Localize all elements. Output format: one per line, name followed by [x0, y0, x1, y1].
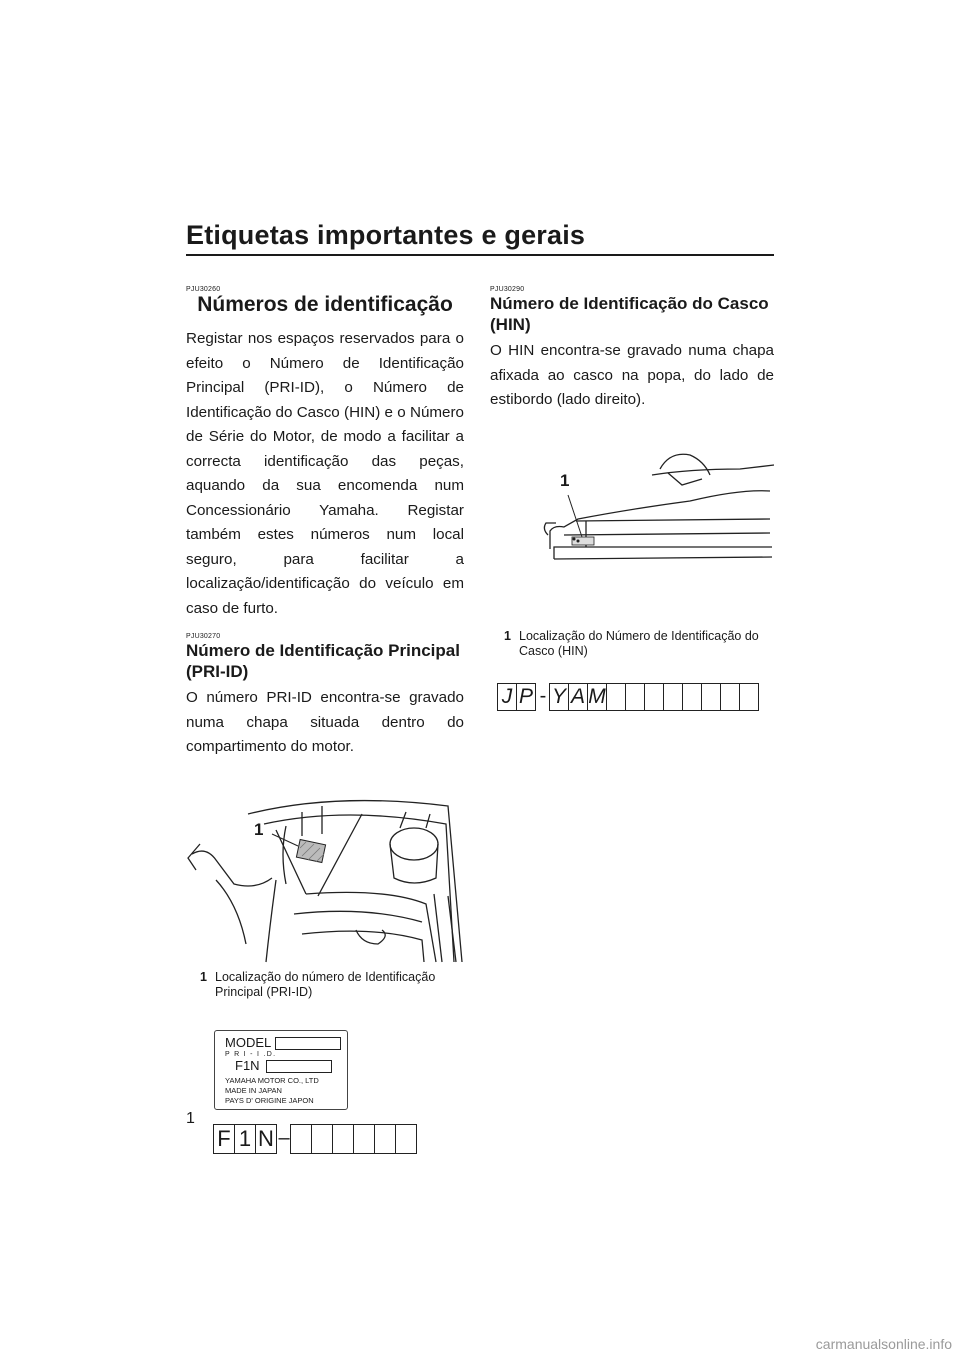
- digit-box-empty: [682, 683, 702, 711]
- digit-box-empty: [625, 683, 645, 711]
- plate-made: MADE IN JAPAN: [225, 1085, 282, 1095]
- plate-f1n-box: [266, 1060, 332, 1073]
- digit-box: 1: [234, 1124, 256, 1154]
- intro-paragraph: Registar nos espaços reservados para o efeito o Número de Identificação Principal (PRI-ID), o Número de Identificação do Casco (HIN) e o Número de Série do Motor, de modo a facilitar a correcta identificação das peças, aquando da sua encomenda num Concessionário Yamaha. Registar também estes números num local seguro, para facilitar a localização/identificação do veículo em caso de furto.: [186, 330, 464, 617]
- digit-dash: –: [278, 1127, 290, 1149]
- caption-text: Localização do Número de Identificação do Casco (HIN): [519, 628, 759, 658]
- hin-title: Número de Identificação do Casco (HIN): [490, 294, 769, 334]
- digit-box-empty: [353, 1124, 375, 1154]
- pri-id-plate: [214, 1030, 348, 1110]
- digit-box-empty: [311, 1124, 333, 1154]
- caption-text: Localização do número de Identificação Principal (PRI-ID): [215, 969, 436, 999]
- plate-maker: YAMAHA MOTOR CO., LTD: [225, 1075, 319, 1085]
- plate-model-label: MODEL: [225, 1035, 272, 1050]
- digit-box: Y: [549, 683, 569, 711]
- plate-model-row: [225, 1037, 347, 1050]
- engine-illustration: [186, 784, 464, 964]
- watermark: carmanualsonline.info: [815, 1336, 952, 1352]
- pri-id-title: Número de Identificação Principal (PRI-ID): [186, 641, 460, 681]
- hin-digit-row: [498, 683, 774, 711]
- caption-number: 1: [200, 969, 207, 984]
- plate-f1n-row: [225, 1060, 347, 1073]
- plate-pays: PAYS D' ORIGINE JAPON: [225, 1095, 314, 1105]
- plate-f1n-label: F1N: [235, 1058, 260, 1073]
- digit-box-empty: [739, 683, 759, 711]
- figure-caption: [186, 970, 464, 1000]
- digit-dash: -: [539, 685, 547, 707]
- digit-box-empty: [701, 683, 721, 711]
- header-rule: [186, 254, 774, 256]
- subsection-code: PJU30290: [490, 286, 525, 293]
- right-column: [490, 278, 774, 711]
- section-title: Números de identificação: [197, 293, 453, 316]
- digit-box-empty: [663, 683, 683, 711]
- digit-box-empty: [644, 683, 664, 711]
- caption-number: 1: [504, 628, 511, 643]
- plate-pri-label: P R I - I .D.: [225, 1050, 277, 1058]
- figure-callout: 1: [254, 819, 264, 839]
- digit-box-empty: [374, 1124, 396, 1154]
- page-title: Etiquetas importantes e gerais: [186, 220, 586, 250]
- page-number: 1: [186, 1110, 195, 1127]
- subsection-code: PJU30270: [186, 633, 221, 640]
- figure-caption: [490, 629, 774, 659]
- digit-box-empty: [395, 1124, 417, 1154]
- digit-box: M: [587, 683, 607, 711]
- digit-box: N: [255, 1124, 277, 1154]
- digit-box: F: [213, 1124, 235, 1154]
- digit-box: P: [516, 683, 536, 711]
- pri-id-digit-row: [214, 1124, 464, 1154]
- left-column: [186, 278, 464, 1154]
- hull-stern-figure: [490, 439, 774, 589]
- digit-box-empty: [720, 683, 740, 711]
- digit-box: J: [497, 683, 517, 711]
- section-code: PJU30260: [186, 286, 221, 293]
- pri-id-paragraph: O número PRI-ID encontra-se gravado numa chapa situada dentro do compartimento do motor.: [186, 689, 464, 755]
- hull-illustration: [490, 439, 774, 589]
- digit-box-empty: [290, 1124, 312, 1154]
- plate-model-box: [275, 1037, 341, 1050]
- engine-compartment-figure: [186, 784, 464, 964]
- page-header: [186, 220, 774, 256]
- digit-box-empty: [606, 683, 626, 711]
- hin-paragraph: O HIN encontra-se gravado numa chapa afixada ao casco na popa, do lado de estibordo (lado direito).: [490, 342, 774, 408]
- digit-box-empty: [332, 1124, 354, 1154]
- digit-box: A: [568, 683, 588, 711]
- figure-callout: 1: [560, 470, 570, 490]
